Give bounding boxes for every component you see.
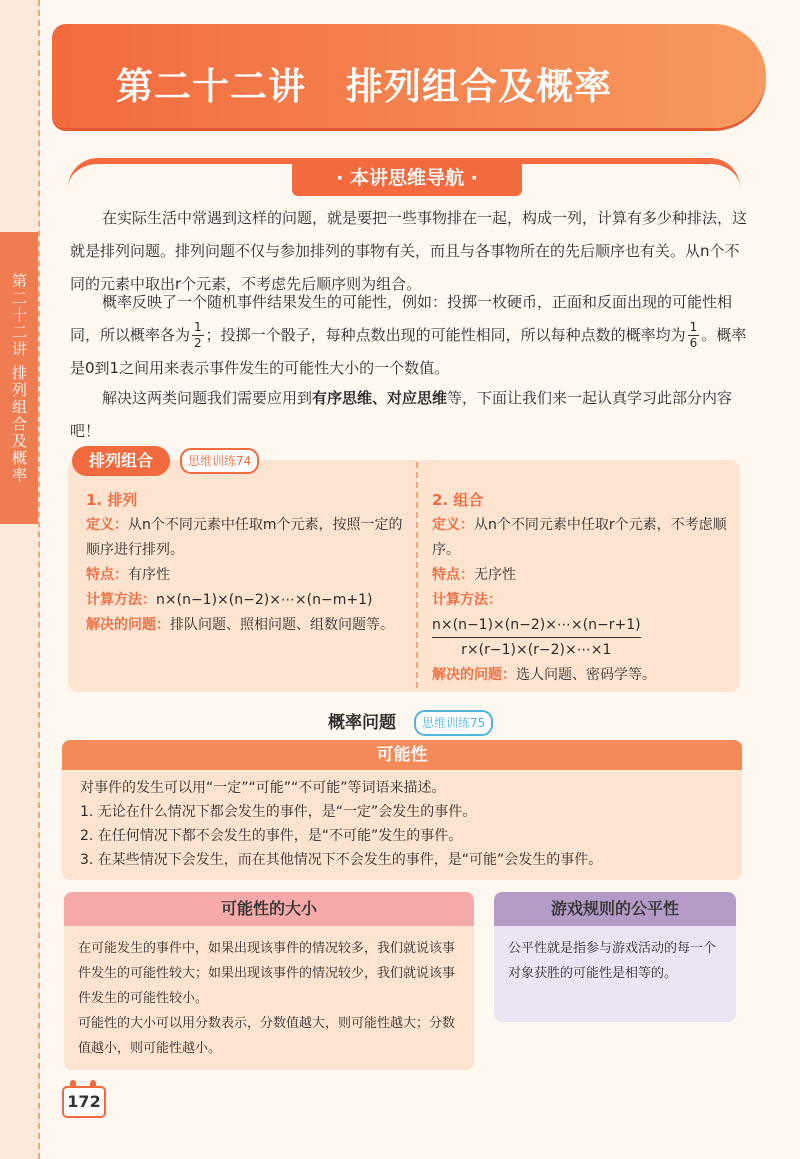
fraction-one-half: $\frac{1}{2}$ <box>194 320 202 350</box>
possibility-size-title: 可能性的大小 <box>64 892 474 926</box>
combination-formula: $\frac{n\times(n-1)\times(n-2)\times\cdots\times(n-r+1)}{r\times(r-1)\times(r-2)\times\cdots\times 1}$ <box>432 613 641 662</box>
combination-formula-label: 计算方法： <box>432 592 502 608</box>
permutation-applications: 解决的问题：排队问题、照相问题、组数问题等。 <box>86 617 394 633</box>
page-title <box>116 56 612 110</box>
combination-column <box>432 488 732 688</box>
combination-heading: 2. 组合 <box>432 491 484 509</box>
intro-paragraph-3: 解决这两类问题我们需要应用到有序思维、对应思维等，下面让我们来一起认真学习此部分内容吧！ <box>70 389 733 440</box>
intro-paragraph-2: 概率反映了一个随机事件结果发生的可能性，例如：投掷一枚硬币，正面和反面出现的可能性相同，所以概率各为 $\frac{1}{2}$ ；投掷一个骰子，每种点数出现的可能性相同，所以每种点数的概率均为 $\frac{1}{6}$ 。概率是0到1之间用来表示事件发生的可能性大小的一个数值。 <box>70 293 747 377</box>
permutation-definition: 定义：从n个不同元素中任取m个元素，按照一定的顺序进行排列。 <box>86 517 403 558</box>
column-divider <box>416 462 418 688</box>
possibility-size-text: 在可能发生的事件中，如果出现该事件的情况较多，我们就说该事件发生的可能性较大；如果出现该事件的情况较少，我们就说该事件发生的可能性较小。 可能性的大小可以用分数表示，分数值越大，则可能性越大；分数值越小，则可能性越小。 <box>78 941 456 1056</box>
possibility-line: 3. 在某些情况下会发生，而在其他情况下不会发生的事件，是“可能”会发生的事件。 <box>80 852 603 868</box>
permutation-feature: 特点：有序性 <box>86 567 170 583</box>
possibility-line: 对事件的发生可以用“一定”“可能”“不可能”等词语来描述。 <box>80 780 446 796</box>
key-thinking-methods: 有序思维、对应思维 <box>312 389 448 407</box>
possibility-line: 1. 无论在什么情况下都会发生的事件，是“一定”会发生的事件。 <box>80 804 477 820</box>
possibility-title: 可能性 <box>62 740 742 770</box>
possibility-line: 2. 在任何情况下都不会发生的事件，是“不可能”发生的事件。 <box>80 828 463 844</box>
intro-paragraph-1: 在实际生活中常遇到这样的问题，就是要把一些事物排在一起，构成一列，计算有多少种排法，这就是排列问题。排列问题不仅与参加排列的事物有关，而且与各事物所在的先后顺序也有关。从n个不同的元素中取出r个元素，不考虑先后顺序则为组合。 <box>70 209 748 293</box>
probability-heading: 概率问题 <box>328 713 396 733</box>
permutation-formula: 计算方法：n×(n−1)×(n−2)×⋯×(n−m+1) <box>86 592 373 608</box>
combination-definition: 定义：从n个不同元素中任取r个元素，不考虑顺序。 <box>432 517 727 558</box>
permutation-column <box>86 488 408 638</box>
combination-applications: 解决的问题：选人问题、密码学等。 <box>432 667 656 683</box>
permutation-heading: 1. 排列 <box>86 491 138 509</box>
combination-feature: 特点：无序性 <box>432 567 516 583</box>
title-topic: 排列组合及概率 <box>346 65 612 108</box>
game-fairness-title: 游戏规则的公平性 <box>494 892 736 926</box>
section-nav-label: · 本讲思维导航 · <box>292 160 522 196</box>
left-margin-strip <box>0 0 40 1159</box>
permutation-combination-tag: 排列组合 <box>72 446 170 476</box>
fraction-one-sixth: $\frac{1}{6}$ <box>689 320 698 350</box>
title-lecture-number: 第二十二讲 <box>116 65 306 108</box>
training-tag-75: 思维训练75 <box>414 710 493 736</box>
game-fairness-text: 公平性就是指参与游戏活动的每一个对象获胜的可能性是相等的。 <box>508 941 717 981</box>
page-number: 172 <box>62 1086 106 1118</box>
training-tag-74: 思维训练74 <box>180 448 259 474</box>
chapter-side-tab: 第二十二讲 排列组合及概率 <box>0 232 38 524</box>
